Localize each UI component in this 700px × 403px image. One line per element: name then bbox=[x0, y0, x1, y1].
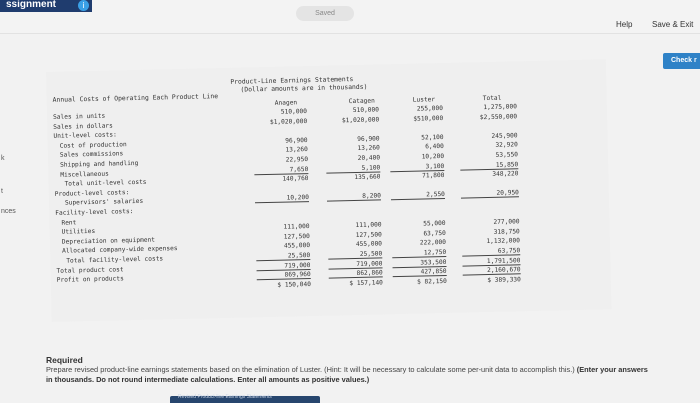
row-value: 135,660 bbox=[354, 173, 381, 182]
row-value bbox=[391, 211, 445, 212]
assignment-tab[interactable] bbox=[0, 0, 92, 12]
saved-status: Saved bbox=[296, 6, 354, 21]
statement-image bbox=[46, 59, 612, 322]
top-bar bbox=[0, 0, 700, 34]
row-value bbox=[255, 204, 309, 205]
required-title: Required bbox=[46, 355, 83, 365]
row-label: Product-level costs: bbox=[54, 188, 130, 198]
row-value: 25,500 bbox=[256, 252, 310, 261]
row-label: Supervisors' salaries bbox=[64, 198, 144, 207]
row-value: 1,275,000 bbox=[483, 103, 517, 112]
row-label: Total product cost bbox=[56, 265, 124, 275]
row-value: 12,750 bbox=[392, 249, 446, 258]
row-value: 510,000 bbox=[352, 106, 380, 115]
row-value bbox=[389, 124, 443, 125]
row-label: Unit-level costs: bbox=[53, 131, 117, 141]
row-value: 869,960 bbox=[257, 271, 311, 280]
row-value: 8,200 bbox=[327, 193, 381, 202]
row-value: 13,260 bbox=[357, 144, 380, 153]
row-label: Miscellaneous bbox=[60, 170, 109, 179]
row-value bbox=[461, 180, 519, 181]
row-value: 455,000 bbox=[283, 242, 311, 251]
column-header: Catagen bbox=[348, 97, 375, 106]
row-label: Shipping and handling bbox=[60, 159, 139, 169]
row-value bbox=[461, 199, 519, 200]
row-label: Rent bbox=[61, 218, 77, 227]
row-value bbox=[253, 127, 307, 128]
row-value: 277,000 bbox=[493, 218, 520, 227]
statement-subtitle: (Dollar amounts are in thousands) bbox=[240, 82, 368, 94]
row-value: 2,160,670 bbox=[463, 266, 521, 275]
row-value: 245,900 bbox=[491, 132, 518, 140]
row-value: 96,900 bbox=[357, 135, 380, 143]
row-value: 427,850 bbox=[393, 268, 447, 277]
row-value: 55,000 bbox=[423, 220, 446, 228]
row-value: $2,550,000 bbox=[479, 112, 518, 121]
row-value: 510,000 bbox=[280, 108, 308, 116]
save-exit-button[interactable]: Save & Exit bbox=[652, 20, 694, 29]
row-value: $1,020,000 bbox=[269, 117, 308, 126]
row-value bbox=[391, 201, 445, 202]
row-value bbox=[327, 212, 381, 213]
revised-statements-tab-label: Revised Product-line Earnings Statements bbox=[178, 394, 272, 400]
row-value bbox=[255, 185, 309, 186]
row-value: 7,650 bbox=[254, 166, 308, 175]
row-value: 127,500 bbox=[283, 232, 310, 241]
row-value: $510,000 bbox=[413, 114, 444, 123]
row-value: 63,750 bbox=[462, 247, 520, 256]
row-value: 53,550 bbox=[495, 151, 519, 159]
row-value: 455,000 bbox=[355, 240, 383, 249]
column-header: Total bbox=[482, 94, 502, 103]
row-value: 10,200 bbox=[421, 152, 445, 161]
row-value: 2,550 bbox=[391, 191, 445, 200]
row-value: 52,100 bbox=[421, 133, 444, 142]
row-label: Utilities bbox=[61, 228, 96, 236]
sidebar-fragment: nces bbox=[1, 208, 16, 215]
help-button[interactable]: Help bbox=[616, 20, 633, 29]
row-value: 111,000 bbox=[355, 221, 382, 230]
row-value: 13,260 bbox=[285, 146, 308, 154]
row-value bbox=[255, 214, 309, 215]
required-hint: (Hint: It will be necessary to calculate some per-unit data to accomplish this.) bbox=[324, 365, 575, 374]
row-value bbox=[459, 123, 517, 124]
revised-statements-tab[interactable] bbox=[170, 396, 320, 403]
row-value: 6,400 bbox=[425, 143, 444, 151]
row-value: 32,920 bbox=[495, 141, 518, 150]
row-value: 71,800 bbox=[422, 172, 445, 180]
row-value: 96,900 bbox=[285, 136, 308, 145]
required-text bbox=[46, 365, 656, 385]
column-header: Luster bbox=[412, 96, 436, 104]
row-value: $ 157,140 bbox=[349, 279, 383, 287]
row-value bbox=[461, 209, 519, 210]
row-value: 20,400 bbox=[357, 154, 381, 162]
row-label: Depreciation on equipment bbox=[61, 236, 156, 246]
row-value: 5,100 bbox=[326, 164, 380, 173]
row-label: Cost of production bbox=[59, 140, 127, 150]
row-label: Sales commissions bbox=[59, 150, 124, 160]
row-value bbox=[391, 182, 445, 183]
row-value: 318,750 bbox=[493, 228, 520, 236]
row-value: 719,000 bbox=[328, 260, 382, 269]
row-value: 22,950 bbox=[285, 156, 309, 164]
row-value: $ 389,330 bbox=[487, 276, 521, 284]
sidebar-fragment: k bbox=[1, 155, 5, 162]
row-value: 25,500 bbox=[328, 250, 382, 259]
row-value: 719,000 bbox=[256, 262, 310, 271]
row-value: 255,000 bbox=[416, 105, 444, 113]
statement-title: Product-Line Earnings Statements bbox=[230, 75, 354, 86]
statement-intro: Annual Costs of Operating Each Product Line bbox=[52, 92, 219, 104]
row-value: 862,860 bbox=[329, 270, 383, 279]
info-icon[interactable]: i bbox=[78, 0, 89, 11]
row-value bbox=[327, 183, 381, 184]
row-value: 1,791,500 bbox=[462, 257, 520, 266]
row-value: 348,220 bbox=[492, 170, 519, 179]
row-label: Total unit-level costs bbox=[64, 178, 147, 188]
row-value: 140,760 bbox=[282, 175, 309, 183]
row-label: Total facility-level costs bbox=[66, 255, 164, 265]
row-value: $ 82,150 bbox=[416, 277, 447, 286]
column-header: Anagen bbox=[274, 99, 298, 107]
row-value: 1,132,000 bbox=[486, 237, 521, 246]
required-instruction: Prepare revised product-line earnings statements based on the elimination of Luster. bbox=[46, 365, 323, 374]
check-my-work-button[interactable]: Check r bbox=[663, 53, 700, 69]
sidebar-fragment: t bbox=[1, 188, 3, 195]
row-value: 127,500 bbox=[355, 231, 382, 239]
required-answer-instruction: (Enter your answers in thousands. Do not round intermediate calculations. Enter all amounts as positive values.) bbox=[46, 365, 648, 384]
row-label: Facility-level costs: bbox=[55, 208, 134, 217]
row-label: Sales in units bbox=[52, 112, 106, 121]
row-value bbox=[327, 202, 381, 203]
row-value: 10,200 bbox=[255, 194, 309, 203]
row-value: 3,100 bbox=[390, 163, 444, 172]
row-value: 222,000 bbox=[419, 239, 447, 247]
assignment-tab-label: ssignment bbox=[6, 0, 57, 10]
row-value: $ 150,040 bbox=[277, 280, 311, 289]
row-value: 15,850 bbox=[460, 161, 518, 170]
row-value: 63,750 bbox=[423, 229, 446, 238]
row-value: 353,500 bbox=[392, 259, 446, 268]
row-label: Allocated company-wide expenses bbox=[61, 245, 178, 256]
row-value: 111,000 bbox=[283, 223, 310, 231]
row-value bbox=[325, 126, 379, 127]
row-value: 20,950 bbox=[461, 190, 519, 199]
row-label: Sales in dollars bbox=[53, 122, 113, 131]
row-value: $1,020,000 bbox=[341, 116, 380, 124]
row-label: Profit on products bbox=[56, 275, 124, 284]
